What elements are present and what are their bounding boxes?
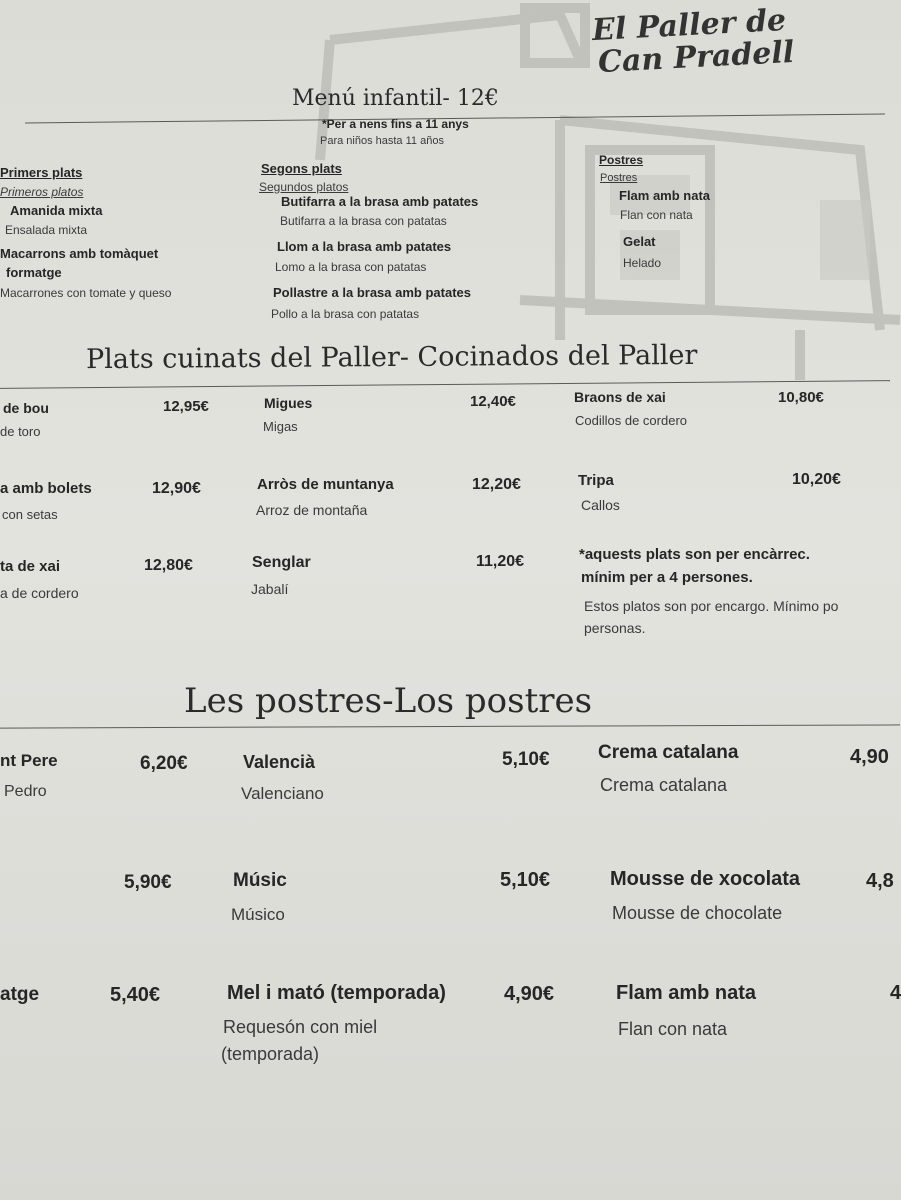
dessert-item-valencia-es: Valenciano bbox=[241, 784, 324, 803]
kids-menu-title: Menú infantil- 12€ bbox=[292, 86, 499, 111]
dessert-item-music-es: Músico bbox=[231, 905, 285, 924]
cooked-item-braons: Braons de xai bbox=[574, 389, 666, 405]
dessert-item-crema-es: Crema catalana bbox=[600, 775, 728, 795]
cooked-item-braons-es: Codillos de cordero bbox=[575, 413, 688, 428]
cooked-price-a2: 12,90€ bbox=[152, 480, 201, 497]
dessert-item-mousse: Mousse de xocolata bbox=[610, 868, 801, 890]
cooked-section-title: Plats cuinats del Paller- Cocinados del Paller bbox=[85, 339, 698, 376]
dessert-item-mel-mato: Mel i mató (temporada) bbox=[227, 982, 446, 1004]
dessert-price-a3: 5,40€ bbox=[110, 984, 161, 1006]
cooked-item-a2: a amb bolets bbox=[0, 480, 92, 497]
kids-second-courses-heading-es: Segundos platos bbox=[259, 180, 349, 194]
dessert-price-music: 5,10€ bbox=[500, 869, 551, 891]
kids-item-butifarra: Butifarra a la brasa amb patates bbox=[281, 194, 479, 209]
cooked-price-tripa: 10,20€ bbox=[792, 471, 841, 488]
cooked-item-migues-es: Migas bbox=[263, 419, 298, 434]
cooked-item-a1-es: de toro bbox=[0, 424, 41, 439]
cooked-price-senglar: 11,20€ bbox=[476, 553, 525, 570]
dessert-price-mousse: 4,8 bbox=[866, 870, 894, 892]
kids-age-note-es: Para niños hasta 11 años bbox=[320, 135, 444, 147]
dessert-item-a1-es: Pedro bbox=[4, 783, 47, 800]
cooked-item-tripa-es: Callos bbox=[581, 497, 620, 513]
cooked-item-arros: Arròs de muntanya bbox=[257, 476, 394, 493]
kids-item-amanida: Amanida mixta bbox=[10, 203, 103, 218]
kids-item-macarrons: Macarrons amb tomàquet bbox=[0, 246, 159, 261]
kids-item-macarrons-es: Macarrones con tomate y queso bbox=[0, 286, 172, 300]
kids-item-flam-es: Flan con nata bbox=[620, 208, 693, 222]
dessert-item-crema: Crema catalana bbox=[598, 742, 739, 763]
kids-item-llom-es: Lomo a la brasa con patatas bbox=[275, 260, 427, 274]
cooked-item-a3-es: a de cordero bbox=[0, 585, 79, 601]
kids-item-llom: Llom a la brasa amb patates bbox=[277, 239, 452, 254]
cooked-price-arros: 12,20€ bbox=[472, 476, 521, 493]
cooked-item-migues: Migues bbox=[264, 395, 313, 411]
dessert-item-valencia: Valencià bbox=[243, 752, 316, 772]
cooked-order-note-ca: *aquests plats son per encàrrec. bbox=[579, 546, 810, 563]
kids-item-gelat: Gelat bbox=[623, 234, 656, 249]
cooked-item-a3: ta de xai bbox=[0, 558, 61, 575]
cooked-price-a3: 12,80€ bbox=[144, 557, 193, 574]
brand-logo-line2: Can Pradell bbox=[597, 34, 796, 81]
cooked-order-note-ca-2: mínim per a 4 persones. bbox=[581, 569, 753, 586]
kids-item-flam: Flam amb nata bbox=[619, 188, 711, 203]
dessert-item-flam: Flam amb nata bbox=[616, 982, 757, 1004]
kids-item-macarrons-2: formatge bbox=[6, 265, 62, 280]
cooked-order-note-es: Estos platos son por encargo. Mínimo po bbox=[584, 598, 839, 614]
dessert-item-a3: atge bbox=[0, 984, 40, 1005]
dessert-item-flam-es: Flan con nata bbox=[618, 1019, 728, 1039]
dessert-item-mel-mato-es-2: (temporada) bbox=[221, 1044, 320, 1064]
dessert-price-mel-mato: 4,90€ bbox=[504, 983, 555, 1005]
cooked-order-note-es-2: personas. bbox=[584, 620, 646, 636]
cooked-price-a1: 12,95€ bbox=[163, 398, 209, 415]
kids-desserts-heading: Postres bbox=[599, 153, 644, 167]
cooked-item-senglar-es: Jabalí bbox=[251, 581, 289, 597]
dessert-item-a1: nt Pere bbox=[0, 751, 58, 770]
dessert-item-music: Músic bbox=[233, 870, 287, 891]
dessert-price-a2: 5,90€ bbox=[124, 872, 172, 893]
kids-item-pollastre: Pollastre a la brasa amb patates bbox=[273, 285, 471, 300]
brand-logo-line1: El Paller de bbox=[591, 2, 787, 49]
cooked-item-tripa: Tripa bbox=[578, 472, 614, 489]
dessert-item-mousse-es: Mousse de chocolate bbox=[612, 903, 783, 923]
kids-second-courses-heading: Segons plats bbox=[261, 161, 342, 176]
kids-item-butifarra-es: Butifarra a la brasa con patatas bbox=[280, 214, 447, 228]
cooked-price-migues: 12,40€ bbox=[470, 393, 516, 410]
dessert-item-mel-mato-es: Requesón con miel bbox=[223, 1017, 378, 1037]
kids-first-courses-heading: Primers plats bbox=[0, 165, 83, 180]
desserts-section-title: Les postres-Los postres bbox=[184, 681, 593, 721]
kids-item-gelat-es: Helado bbox=[623, 256, 662, 270]
kids-age-note-ca: *Per a nens fins a 11 anys bbox=[322, 117, 469, 131]
cooked-item-senglar: Senglar bbox=[252, 554, 311, 571]
kids-item-amanida-es: Ensalada mixta bbox=[5, 223, 88, 237]
kids-desserts-heading-es: Postres bbox=[600, 172, 638, 184]
cooked-price-braons: 10,80€ bbox=[778, 389, 824, 406]
dessert-price-a1: 6,20€ bbox=[140, 753, 188, 774]
cooked-item-arros-es: Arroz de montaña bbox=[256, 502, 368, 518]
cooked-item-a2-es: con setas bbox=[2, 507, 58, 522]
kids-first-courses-heading-es: Primeros platos bbox=[0, 185, 84, 199]
dessert-price-valencia: 5,10€ bbox=[502, 749, 550, 770]
cooked-item-a1: de bou bbox=[3, 400, 49, 416]
dessert-price-flam: 4 bbox=[890, 982, 901, 1004]
kids-item-pollastre-es: Pollo a la brasa con patatas bbox=[271, 307, 420, 321]
dessert-price-crema: 4,90 bbox=[850, 746, 889, 768]
